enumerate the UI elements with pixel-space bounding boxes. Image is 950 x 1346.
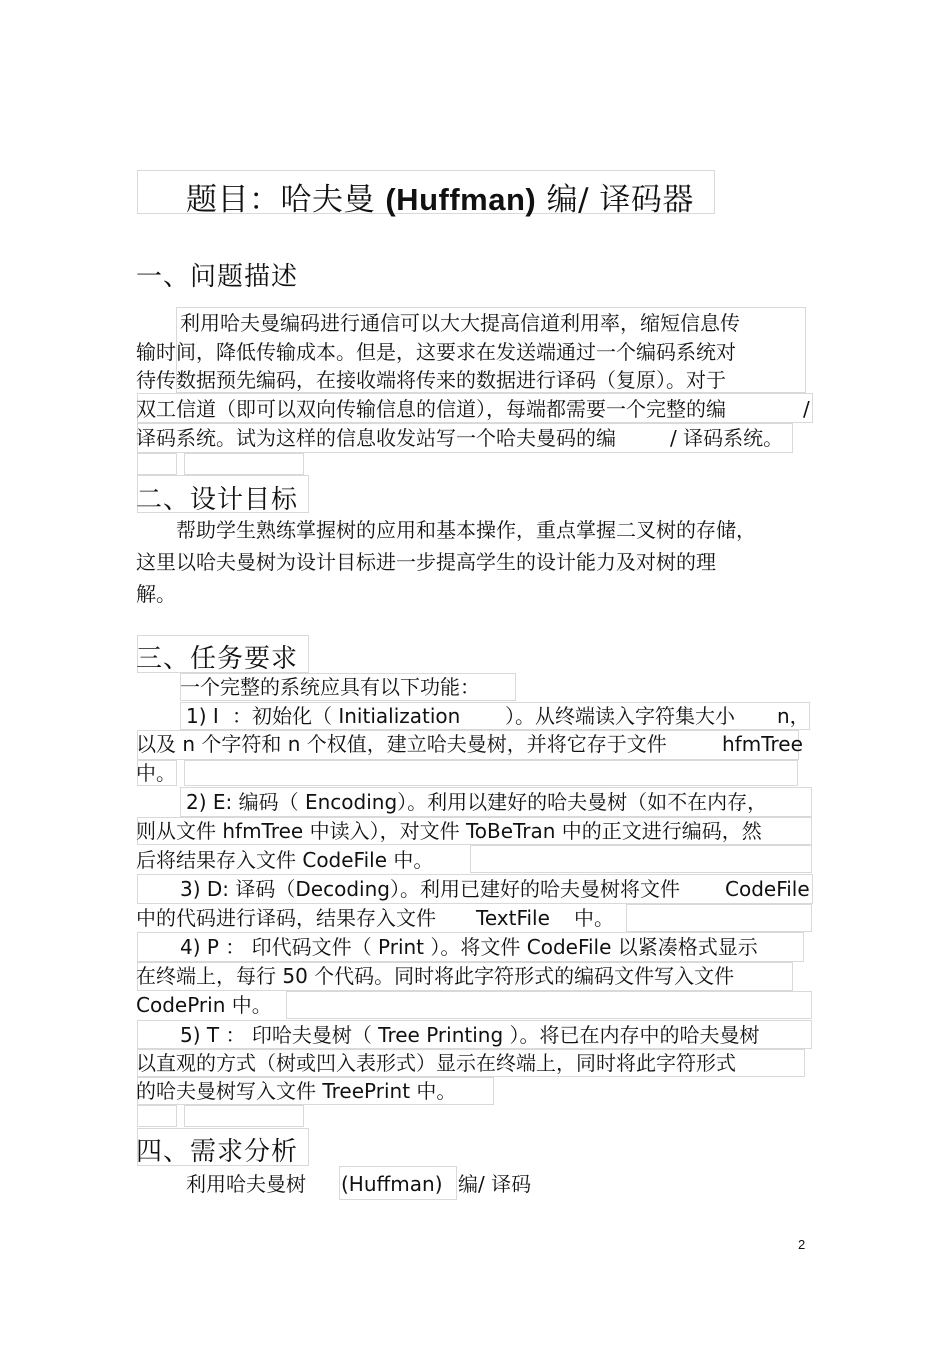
title-suffix: 编/ 译码器 bbox=[546, 182, 694, 218]
spacer-frame-1 bbox=[137, 453, 177, 475]
spacer-frame-2 bbox=[137, 1105, 177, 1127]
item2-frame-3 bbox=[470, 845, 812, 873]
section4-line-c: 编/ 译码 bbox=[458, 1172, 532, 1196]
section1-line-1: 利用哈夫曼编码进行通信可以大大提高信道利用率，缩短信息传 bbox=[180, 311, 740, 335]
section-heading-problem: 一、问题描述 bbox=[136, 262, 299, 292]
section1-line-2: 输时间，降低传输成本。但是，这要求在发送端通过一个编码系统对 bbox=[136, 340, 736, 364]
item1-line-1b: ：初始化（ Initialization bbox=[232, 704, 461, 728]
section2-line-1: 帮助学生熟练掌握树的应用和基本操作，重点掌握二叉树的存储， bbox=[176, 518, 756, 542]
section1-slash: / bbox=[803, 397, 810, 421]
item3-line-1: 3) D: 译码（Decoding）。利用已建好的哈夫曼树将文件 bbox=[180, 877, 680, 901]
item4-line-1: 4) P ： 印代码文件（ Print ）。将文件 CodeFile 以紧凑格式显示 bbox=[180, 935, 758, 959]
item1-line-3: 中。 bbox=[136, 761, 176, 785]
item5-line-2: 以直观的方式（树或凹入表形式）显示在终端上，同时将此字符形式 bbox=[136, 1051, 736, 1075]
item3-line-2c: 中。 bbox=[574, 906, 614, 930]
title-prefix: 题目：哈夫曼 bbox=[186, 182, 375, 218]
item3-line-2b: TextFile bbox=[476, 906, 550, 930]
title-english: (Huffman) bbox=[385, 182, 537, 217]
spacer-frame-2b bbox=[184, 1105, 304, 1127]
section4-line-b: (Huffman) bbox=[341, 1172, 443, 1196]
item1-line-1a: 1) I bbox=[186, 704, 219, 728]
item3-line-1b: CodeFile bbox=[725, 877, 810, 901]
section1-line-3: 待传数据预先编码，在接收端将传来的数据进行译码（复原）。对于 bbox=[136, 368, 726, 392]
section-heading-requirements: 四、需求分析 bbox=[136, 1137, 299, 1167]
item4-line-3: CodePrin 中。 bbox=[136, 993, 272, 1017]
item1-line-1d: n， bbox=[777, 704, 810, 728]
item2-line-3: 后将结果存入文件 CodeFile 中。 bbox=[136, 848, 434, 872]
section1-line-4: 双工信道（即可以双向传输信息的信道），每端都需要一个完整的编 bbox=[136, 397, 726, 421]
item1-line-2: 以及 n 个字符和 n 个权值，建立哈夫曼树，并将它存于文件 bbox=[136, 732, 667, 756]
section2-line-2: 这里以哈夫曼树为设计目标进一步提高学生的设计能力及对树的理 bbox=[136, 550, 716, 574]
spacer-frame-1b bbox=[184, 453, 304, 475]
section-heading-tasks: 三、任务要求 bbox=[136, 644, 299, 674]
item3-frame-2 bbox=[626, 904, 812, 932]
item2-line-1: 2) E: 编码（ Encoding）。利用以建好的哈夫曼树（如不在内存， bbox=[186, 790, 768, 814]
section4-line-a: 利用哈夫曼树 bbox=[186, 1172, 306, 1196]
page-title bbox=[186, 174, 694, 219]
item1-line-2b: hfmTree bbox=[722, 732, 803, 756]
item4-line-2: 在终端上，每行 50 个代码。同时将此字符形式的编码文件写入文件 bbox=[136, 964, 735, 988]
section1-line-5: 译码系统。试为这样的信息收发站写一个哈夫曼码的编 bbox=[136, 426, 616, 450]
section-heading-goal: 二、设计目标 bbox=[136, 485, 299, 515]
item5-line-1: 5) T ： 印哈夫曼树（ Tree Printing ）。将已在内存中的哈夫曼树 bbox=[180, 1023, 760, 1047]
section3-intro: 一个完整的系统应具有以下功能： bbox=[180, 675, 480, 699]
item4-frame-3 bbox=[286, 991, 812, 1019]
item5-line-3: 的哈夫曼树写入文件 TreePrint 中。 bbox=[136, 1079, 457, 1103]
item1-line-1c: ）。从终端读入字符集大小 bbox=[505, 704, 735, 728]
page-number: 2 bbox=[798, 1237, 806, 1252]
section2-line-3: 解。 bbox=[136, 582, 176, 606]
item2-line-2: 则从文件 hfmTree 中读入），对文件 ToBeTran 中的正文进行编码，然 bbox=[136, 819, 762, 843]
item3-line-2: 中的代码进行译码，结果存入文件 bbox=[136, 906, 436, 930]
item1-frame-3b bbox=[184, 760, 798, 786]
section1-line-5-end: / 译码系统。 bbox=[670, 426, 784, 450]
